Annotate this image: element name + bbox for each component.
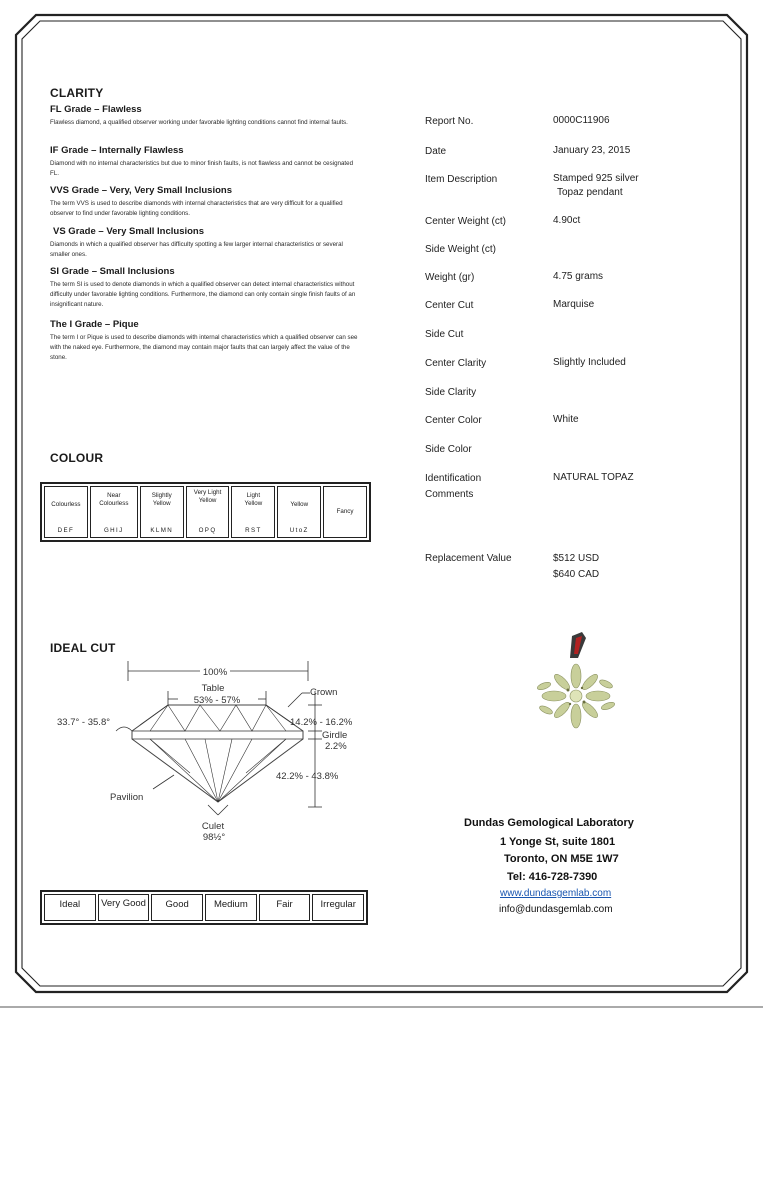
replacement-value-usd: $512 USD bbox=[553, 553, 600, 564]
colour-name: Yellow bbox=[290, 501, 309, 508]
lab-address-line1: 1 Yonge St, suite 1801 bbox=[500, 836, 616, 848]
center-clarity-label: Center Clarity bbox=[425, 358, 487, 369]
center-weight-label: Center Weight (ct) bbox=[425, 216, 506, 227]
crown-height-label: 14.2% - 16.2% bbox=[290, 717, 353, 728]
side-cut-label: Side Cut bbox=[425, 329, 464, 340]
center-clarity-value: Slightly Included bbox=[553, 357, 626, 368]
pavilion-depth-label: 42.2% - 43.8% bbox=[276, 771, 339, 782]
pavilion-facets bbox=[150, 739, 286, 773]
colour-cell bbox=[90, 486, 138, 538]
colour-name: Slightly Yellow bbox=[151, 492, 172, 507]
cut-grade-cell: Good bbox=[151, 894, 203, 921]
crown-facets bbox=[150, 705, 286, 731]
grade-vs bbox=[50, 226, 360, 260]
grade-title: SI Grade – Small Inclusions bbox=[50, 266, 175, 277]
grade-description: Diamond with no internal characteristics but due to minor finish faults, is not flawless and cannot be cesignated FL. bbox=[50, 160, 354, 177]
grade-fl bbox=[50, 104, 360, 128]
grade-description: Flawless diamond, a qualified observer working under favorable lighting conditions cannot find internal faults. bbox=[50, 119, 348, 126]
culet-arrow bbox=[208, 805, 218, 815]
pendant-bail bbox=[570, 632, 586, 658]
pendant-stones bbox=[536, 664, 615, 728]
date-label: Date bbox=[425, 146, 447, 157]
clarity-heading: CLARITY bbox=[50, 86, 104, 100]
replacement-value-cad: $640 CAD bbox=[553, 569, 600, 580]
colour-grades: RST bbox=[245, 527, 262, 534]
lab-name: Dundas Gemological Laboratory bbox=[464, 817, 634, 829]
ideal-cut-heading: IDEAL CUT bbox=[50, 641, 116, 655]
center-weight-value: 4.90ct bbox=[553, 215, 581, 226]
side-clarity-label: Side Clarity bbox=[425, 387, 477, 398]
report-no-label: Report No. bbox=[425, 116, 474, 127]
report-no-value: 0000C11906 bbox=[553, 115, 610, 126]
grade-i bbox=[50, 319, 360, 363]
pavilion-facets bbox=[150, 739, 286, 802]
center-cut-label: Center Cut bbox=[425, 300, 474, 311]
grade-if bbox=[50, 145, 360, 179]
culet-arrow bbox=[218, 805, 228, 815]
grade-description: The term I or Pique is used to describe diamonds with internal characteristics which a qualified observer can see with the naked eye. Furthermore, the diamond may contain major faults that can largely affect the value of the stone. bbox=[50, 334, 358, 361]
table-label: Table bbox=[201, 683, 225, 694]
grade-description: The term VVS is used to describe diamonds with internal characteristics that are very difficult for a qualified observer to find under favorable lighting conditions. bbox=[50, 200, 343, 217]
grade-vvs bbox=[50, 185, 360, 219]
colour-cell bbox=[277, 486, 321, 538]
item-description-value: Stamped 925 silver bbox=[553, 173, 639, 184]
item-description-label: Item Description bbox=[425, 174, 498, 185]
colour-scale-table bbox=[40, 482, 371, 542]
side-color-label: Side Color bbox=[425, 444, 472, 455]
pendant-image bbox=[520, 628, 640, 748]
identification-label: Identification bbox=[425, 473, 482, 484]
center-cut-value: Marquise bbox=[553, 299, 595, 310]
grade-title: The I Grade – Pique bbox=[50, 319, 139, 330]
grade-title: FL Grade – Flawless bbox=[50, 104, 142, 115]
weight-gr-value: 4.75 grams bbox=[553, 271, 604, 282]
culet-label: Culet bbox=[201, 821, 225, 832]
cut-grade-cell: Fair bbox=[259, 894, 311, 921]
comments-label: Comments bbox=[425, 489, 474, 500]
lab-website-link[interactable]: www.dundasgemlab.com bbox=[500, 888, 612, 899]
girdle-label: Girdle bbox=[322, 730, 348, 741]
lab-address-line2: Toronto, ON M5E 1W7 bbox=[504, 853, 619, 865]
replacement-value-label: Replacement Value bbox=[425, 553, 512, 564]
colour-name: Light Yellow bbox=[244, 492, 263, 507]
side-weight-label: Side Weight (ct) bbox=[425, 244, 496, 255]
colour-name: Colourless bbox=[51, 501, 81, 508]
colour-grades: GHIJ bbox=[103, 527, 124, 534]
colour-name: Fancy bbox=[336, 507, 354, 515]
table-range-label: 53% - 57% bbox=[193, 695, 241, 706]
item-description-value-line2: Topaz pendant bbox=[557, 187, 623, 198]
colour-cell bbox=[323, 486, 367, 538]
pavilion-label: Pavilion bbox=[110, 792, 144, 803]
center-color-value: White bbox=[553, 414, 579, 425]
colour-heading: COLOUR bbox=[50, 451, 104, 465]
crown-leader-line bbox=[288, 693, 302, 707]
colour-cell bbox=[231, 486, 275, 538]
crown-label: Crown bbox=[310, 687, 338, 698]
colour-grades: KLMN bbox=[150, 527, 174, 534]
girdle-value-label: 2.2% bbox=[325, 741, 347, 752]
date-value: January 23, 2015 bbox=[553, 145, 631, 156]
grade-si bbox=[50, 266, 360, 310]
crown-angle-label: 33.7° - 35.8° bbox=[57, 717, 111, 728]
colour-grades: UtoZ bbox=[289, 527, 309, 534]
colour-cell bbox=[186, 486, 230, 538]
cut-grade-cell: Medium bbox=[205, 894, 257, 921]
colour-name: Near Colourless bbox=[99, 492, 129, 507]
weight-gr-label: Weight (gr) bbox=[425, 272, 475, 283]
culet-value-label: 98½° bbox=[202, 832, 226, 843]
colour-grades: DEF bbox=[57, 527, 75, 534]
center-color-label: Center Color bbox=[425, 415, 482, 426]
lab-email: info@dundasgemlab.com bbox=[499, 904, 613, 915]
identification-value: NATURAL TOPAZ bbox=[553, 472, 634, 483]
cut-grade-table bbox=[40, 890, 368, 925]
crown-angle-arc bbox=[116, 727, 132, 731]
cut-grade-cell: Very Good bbox=[98, 894, 150, 921]
diamond-proportions-diagram bbox=[40, 655, 380, 845]
pavilion-leader-line bbox=[153, 775, 174, 789]
cut-grade-cell: Irregular bbox=[312, 894, 364, 921]
lab-telephone: Tel: 416-728-7390 bbox=[507, 871, 598, 883]
cut-grade-cell: Ideal bbox=[44, 894, 96, 921]
colour-cell bbox=[140, 486, 184, 538]
grade-title: IF Grade – Internally Flawless bbox=[50, 145, 184, 156]
grade-title: VS Grade – Very Small Inclusions bbox=[53, 226, 205, 237]
grade-description: The term SI is used to denote diamonds in which a qualified observer can detect internal characteristics without difficulty under favorable lighting conditions. Furthermore, the diamond can only contain single finish faults of an insignificant nature. bbox=[50, 281, 356, 308]
grade-title: VVS Grade – Very, Very Small Inclusions bbox=[50, 185, 232, 196]
grade-description: Diamonds in which a qualified observer has difficulty spotting a few larger internal characteristics or several smaller ones. bbox=[50, 241, 343, 258]
colour-grades: OPQ bbox=[198, 527, 217, 534]
colour-name: Very Light Yellow bbox=[193, 489, 222, 504]
colour-cell bbox=[44, 486, 88, 538]
total-width-label: 100% bbox=[202, 667, 228, 678]
